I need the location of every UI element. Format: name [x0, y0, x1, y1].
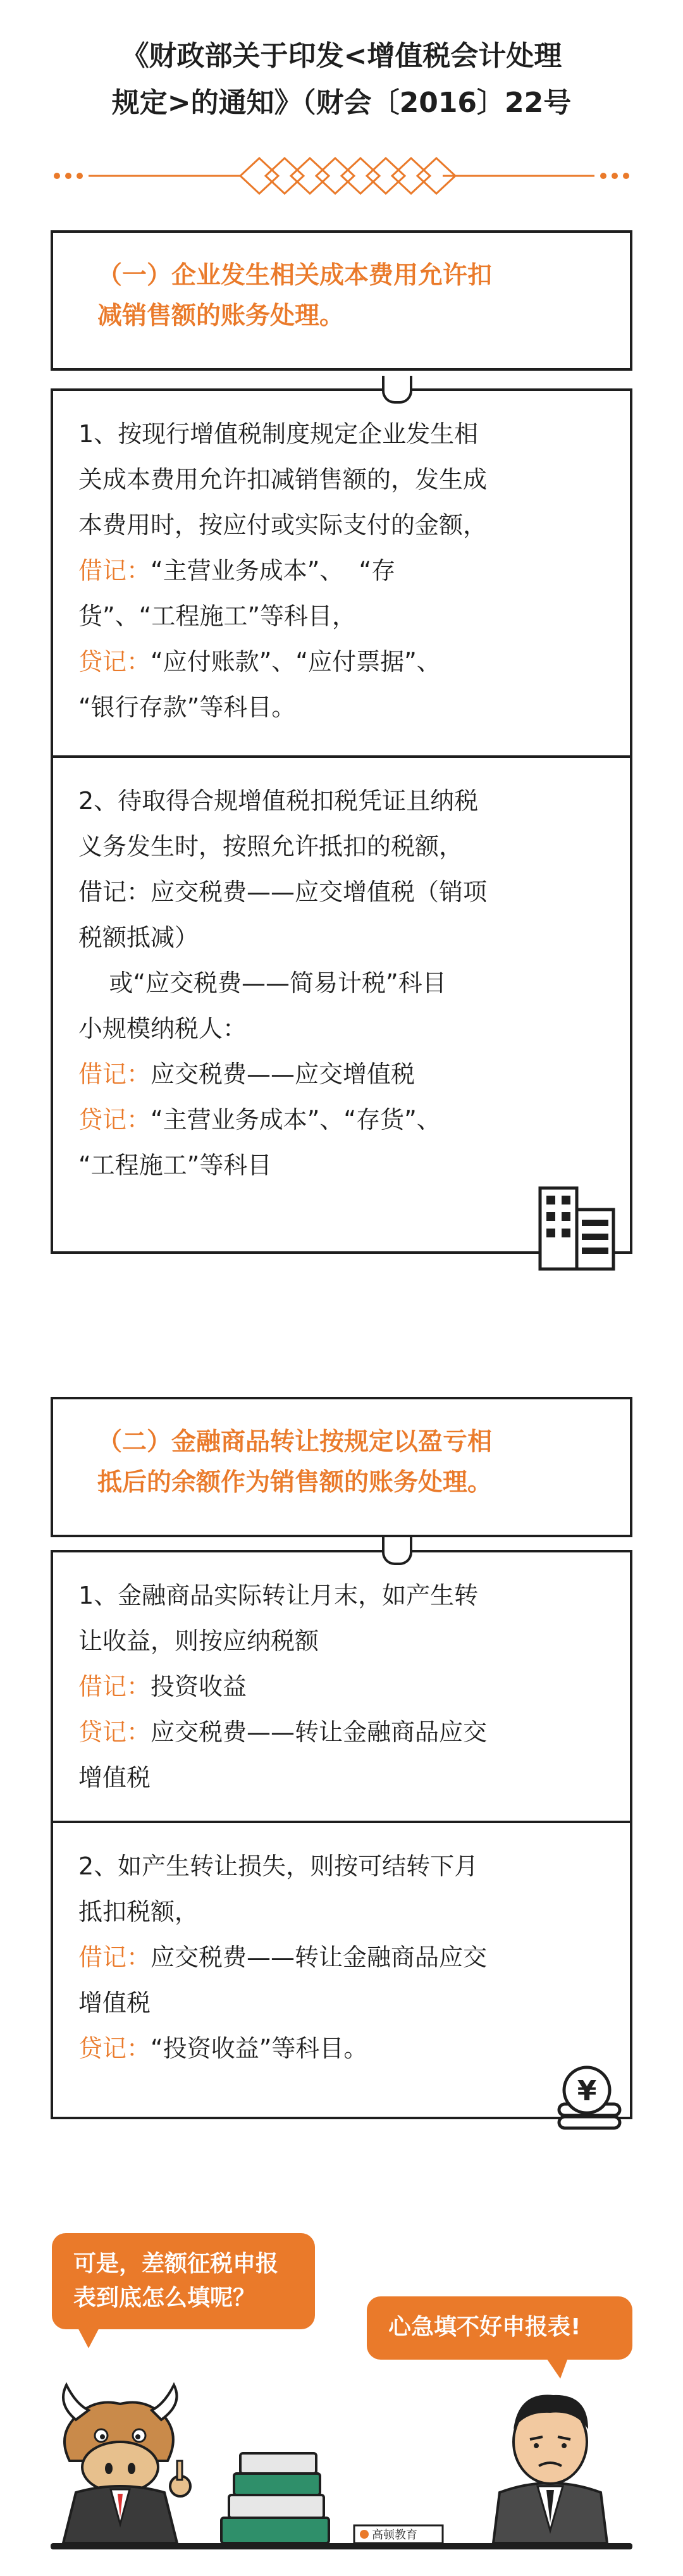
section2-header-box [51, 1397, 632, 1537]
entry-text: “投资收益”等科目。 [151, 2034, 368, 2062]
entry-text: “主营业务成本”、 “存 [151, 557, 396, 585]
text-line [78, 1755, 605, 1800]
text-line [78, 915, 605, 960]
text-line [78, 1142, 605, 1188]
entry-label: 贷记： [78, 1106, 151, 1134]
text-line [78, 1573, 605, 1618]
cartoon-illustration [51, 2360, 632, 2568]
entry-text: 2、如产生转让损失，则按可结转下月 [78, 1852, 479, 1880]
entry-text: 1、金融商品实际转让月末，如产生转 [78, 1582, 479, 1609]
section2-content-box [51, 1550, 632, 2119]
decorative-divider [51, 157, 632, 195]
section1-content-box [51, 388, 632, 1254]
section1-item1 [53, 391, 630, 755]
text-line [78, 1097, 605, 1142]
brand-document [354, 2525, 443, 2543]
text-line [78, 2026, 605, 2071]
coin-symbol: ¥ [577, 2075, 597, 2107]
entry-label: 贷记： [78, 1718, 151, 1746]
text-line [78, 824, 605, 869]
entry-text: 借记：应交税费——应交增值税（销项 [78, 878, 488, 906]
entry-text: “应付账款”、“应付票据”、 [151, 648, 441, 676]
entry-label: 借记： [78, 557, 151, 585]
brand-text: 高顿教育 [372, 2529, 417, 2542]
entry-text: “工程施工”等科目 [78, 1151, 272, 1179]
building-icon [536, 1184, 618, 1273]
text-line [78, 502, 605, 548]
title-line-1: 《财政部关于印发<增值税会计处理 [121, 40, 562, 72]
text-line [78, 960, 605, 1006]
title-line-2: 规定>的通知》（财会〔2016〕22号 [111, 87, 572, 119]
text-line [78, 1889, 605, 1935]
text-line [78, 411, 605, 457]
entry-text: 1、按现行增值税制度规定企业发生相 [78, 420, 479, 448]
section2-header: （二）金融商品转让按规定以盈亏相 抵后的余额作为销售额的账务处理。 [97, 1428, 493, 1497]
text-line [78, 1618, 605, 1664]
text-line [78, 684, 605, 730]
entry-text: 小规模纳税人： [78, 1015, 247, 1043]
entry-label: 贷记： [78, 2034, 151, 2062]
speech-bubble-right: 心急填不好申报表! [367, 2296, 632, 2360]
text-line [78, 1980, 605, 2026]
entry-text: 2、待取得合规增值税扣税凭证且纳税 [78, 787, 479, 815]
entry-text: 义务发生时，按照允许抵扣的税额， [78, 833, 464, 860]
man-character [493, 2394, 607, 2543]
text-line [78, 548, 605, 593]
text-line [78, 869, 605, 915]
text-line [78, 1664, 605, 1709]
entry-label: 借记： [78, 1060, 151, 1088]
entry-text: 或“应交税费——简易计税”科目 [78, 969, 446, 997]
entry-text: 抵扣税额， [78, 1898, 199, 1926]
section2-item2 [53, 1823, 630, 2091]
entry-label: 借记： [78, 1673, 151, 1700]
entry-text: 关成本费用允许扣减销售额的，发生成 [78, 466, 488, 493]
text-line [78, 593, 605, 639]
text-line [78, 1051, 605, 1097]
box-notch [382, 376, 412, 404]
text-line [78, 778, 605, 824]
bull-character [63, 2385, 190, 2543]
entry-text: 税额抵减） [78, 924, 199, 951]
text-line [78, 1935, 605, 1980]
entry-text: 增值税 [78, 1989, 151, 2017]
entry-text: 应交税费——转让金融商品应交 [151, 1718, 488, 1746]
entry-text: 让收益，则按应纳税额 [78, 1627, 319, 1655]
entry-text: 本费用时，按应付或实际支付的金额， [78, 511, 488, 539]
book-stack [221, 2453, 329, 2543]
text-line [78, 457, 605, 502]
speech-bubble-left: 可是，差额征税申报 表到底怎么填呢？ [52, 2233, 315, 2329]
text-line [78, 639, 605, 684]
entry-text: 应交税费——转让金融商品应交 [151, 1943, 488, 1971]
text-line [78, 1709, 605, 1755]
entry-text: “银行存款”等科目。 [78, 693, 296, 721]
box-notch [382, 1537, 412, 1565]
entry-text: 增值税 [78, 1764, 151, 1792]
text-line [78, 1006, 605, 1051]
section2-item1 [53, 1552, 630, 1821]
entry-text: 应交税费——应交增值税 [151, 1060, 415, 1088]
entry-label: 贷记： [78, 648, 151, 676]
section1-header: （一）企业发生相关成本费用允许扣 减销售额的账务处理。 [97, 261, 493, 330]
entry-text: 货”、“工程施工”等科目， [78, 602, 357, 630]
section1-item2 [53, 758, 630, 1208]
page-title [51, 33, 632, 127]
bubble-tail [76, 2324, 108, 2350]
entry-text: “主营业务成本”、“存货”、 [151, 1106, 441, 1134]
entry-label: 借记： [78, 1943, 151, 1971]
coin-stack-icon [550, 2064, 626, 2133]
entry-text: 投资收益 [151, 1673, 247, 1700]
section1-header-box [51, 230, 632, 371]
text-line [78, 1843, 605, 1889]
